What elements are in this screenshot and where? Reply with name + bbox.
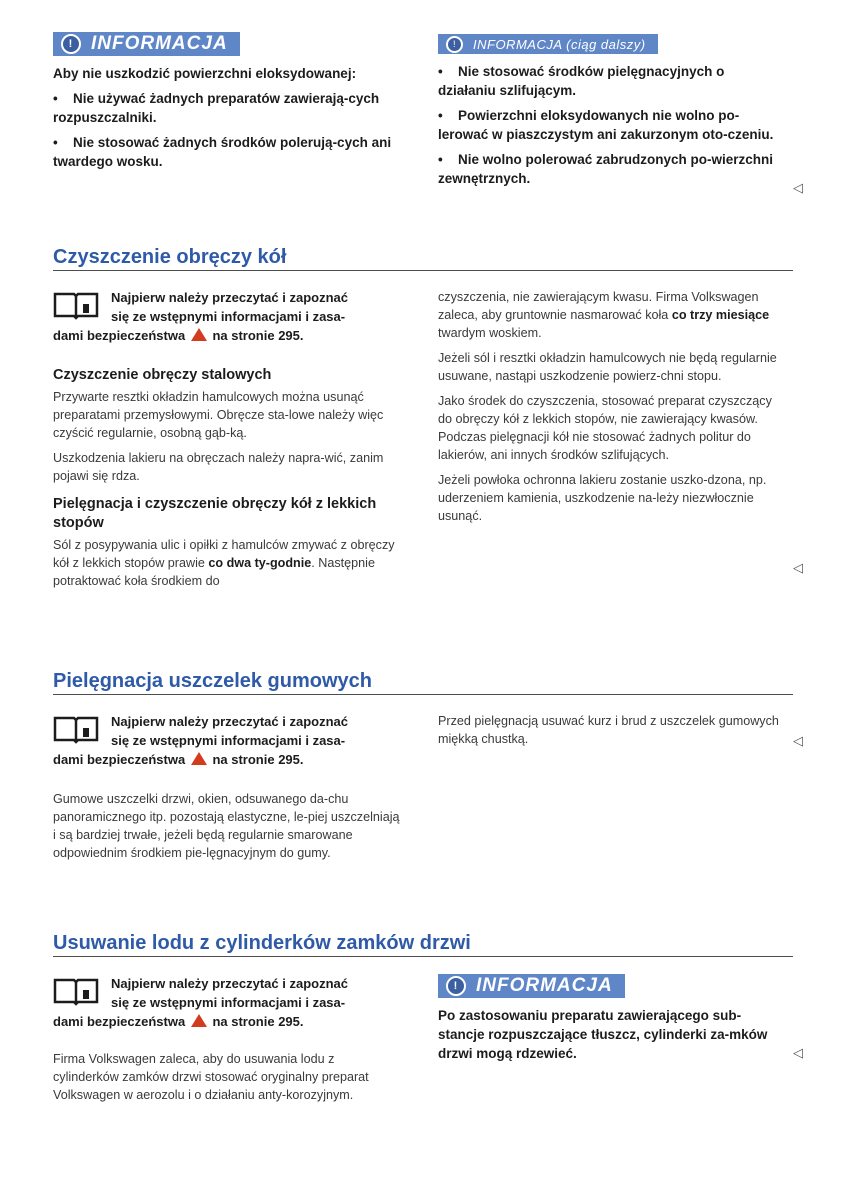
info-badge-label: INFORMACJA (91, 33, 228, 54)
subheading: Pielęgnacja i czyszczenie obręczy kół z lekkich stopów (53, 496, 377, 531)
info-badge (438, 974, 625, 998)
list-item-text: Powierzchni eloksydowanych nie wolno po-lerować w piaszczystym ani zakurzonym oto-czeniu. (438, 108, 774, 142)
read-first-line: dami bezpieczeństwa (53, 752, 186, 767)
info-circle-icon: ! (446, 36, 463, 53)
section-divider (53, 270, 793, 271)
section-title: Czyszczenie obręczy kół (53, 246, 287, 268)
info-badge-label: INFORMACJA (476, 975, 613, 996)
warning-triangle-icon (191, 752, 207, 765)
paragraph: Przywarte resztki okładzin hamulcowych można usunąć preparatami przemysłowymi. Obręcze sta-lowe należy więc czyścić regularnie, osobną gąb-ką. (53, 390, 384, 440)
paragraph: Firma Volkswagen zaleca, aby do usuwania lodu z cylinderków zamków drzwi stosować oryginalny preparat Volkswagen w aerozolu i o działaniu anty-korozyjnym. (53, 1052, 369, 1102)
list-item: • Nie stosować środków pielęgnacyjnych o działaniu szlifującym. (438, 64, 725, 98)
read-first-notice (53, 712, 413, 769)
read-first-line: się ze wstępnymi informacjami i zasa- (111, 309, 346, 324)
info-badge-label: INFORMACJA (ciąg dalszy) (473, 36, 646, 52)
warning-triangle-icon (191, 1014, 207, 1027)
paragraph: Jeżeli powłoka ochronna lakieru zostanie uszko-dzona, np. uderzeniem kamienia, uszkodzenie na-leży niezwłocznie usunąć. (438, 473, 767, 523)
info-badge (53, 32, 240, 56)
list-item-text: Nie stosować żadnych środków polerują-cych ani twardego wosku. (53, 135, 392, 169)
text-run: . Następnie potraktować koła środkiem do (53, 556, 375, 588)
seals-left-column (53, 790, 403, 869)
paragraph: Jako środek do czyszczenia, stosować preparat czyszczący do obręczy kół z lekkich stopów, nie zawierający kwasów. Podczas pielęgnacji kół nie stosować żadnych politur do lakierów, ani innych środków szlifujących. (438, 394, 772, 462)
paragraph (438, 288, 788, 342)
read-first-notice (53, 974, 413, 1031)
end-marker-icon: ◁ (793, 560, 803, 575)
list-item: • Powierzchni eloksydowanych nie wolno po-lerować w piaszczystym ani zakurzonym oto-czeniu. (438, 108, 774, 142)
read-first-line: dami bezpieczeństwa (53, 1014, 186, 1029)
list-item-text: Nie stosować środków pielęgnacyjnych o działaniu szlifującym. (438, 64, 725, 98)
paragraph: Jeżeli sól i resztki okładzin hamulcowych nie będą regularnie usuwane, nastąpi uszkodzenie powierz-chni stopu. (438, 351, 777, 383)
text-run: czyszczenia, nie zawierającym kwasu. Firma Volkswagen zaleca, aby gruntownie nasmarować koła (438, 290, 759, 322)
section-title: Usuwanie lodu z cylinderków zamków drzwi (53, 932, 471, 954)
info-block-continued (438, 56, 783, 188)
locks-left-column (53, 1050, 403, 1111)
end-marker-icon: ◁ (793, 733, 803, 748)
info-badge-continued (438, 34, 658, 54)
section-divider (53, 694, 793, 695)
read-first-line: się ze wstępnymi informacjami i zasa- (111, 995, 346, 1010)
section-divider (53, 956, 793, 957)
end-marker-icon: ◁ (793, 1045, 803, 1060)
read-first-page-ref: na stronie 295. (212, 328, 304, 343)
list-item: • Nie stosować żadnych środków polerują-cych ani twardego wosku. (53, 135, 392, 169)
paragraph (53, 536, 403, 590)
list-item: • Nie używać żadnych preparatów zawierają-cych rozpuszczalniki. (53, 91, 380, 125)
emphasis: co trzy miesiące (671, 308, 770, 322)
info-intro: Aby nie uszkodzić powierzchni eloksydowanej: (53, 66, 357, 81)
info-block-locks (438, 1006, 783, 1063)
end-marker-icon: ◁ (793, 180, 803, 195)
paragraph: Gumowe uszczelki drzwi, okien, odsuwanego da-chu panoramicznego itp. pozostają elastyczne, le-piej uszczelniają i są bardziej trwałe, jeżeli będą regularnie smarowane odpowiednim środkiem pie-lęgnacyjnym do gumy. (53, 792, 400, 860)
warning-triangle-icon (191, 328, 207, 341)
subheading: Czyszczenie obręczy stalowych (53, 367, 272, 383)
read-first-line: dami bezpieczeństwa (53, 328, 186, 343)
list-item: • Nie wolno polerować zabrudzonych po-wierzchni zewnętrznych. (438, 152, 774, 186)
text-run: Sól z posypywania ulic i opiłki z hamulców zmywać z obręczy kół z lekkich stopów prawie (53, 538, 395, 570)
read-first-page-ref: na stronie 295. (212, 1014, 304, 1029)
read-first-line: Najpierw należy przeczytać i zapoznać (111, 714, 348, 729)
info-circle-icon: ! (61, 34, 81, 54)
info-circle-icon: ! (446, 976, 466, 996)
list-item-text: Nie używać żadnych preparatów zawierają-cych rozpuszczalniki. (53, 91, 380, 125)
seals-right-column (438, 712, 788, 755)
read-first-line: się ze wstępnymi informacjami i zasa- (111, 733, 346, 748)
text-run: twardym woskiem. (438, 326, 542, 340)
wheels-left-column (53, 366, 403, 597)
read-first-line: Najpierw należy przeczytać i zapoznać (111, 976, 348, 991)
section-title: Pielęgnacja uszczelek gumowych (53, 670, 373, 692)
read-first-notice (53, 288, 413, 345)
read-first-line: Najpierw należy przeczytać i zapoznać (111, 290, 348, 305)
info-block-anodized (53, 64, 413, 171)
info-text: Po zastosowaniu preparatu zawierającego sub-stancje rozpuszczające tłuszcz, cylinderki za-mków drzwi mogą rdzewieć. (438, 1008, 768, 1061)
list-item-text: Nie wolno polerować zabrudzonych po-wierzchni zewnętrznych. (438, 152, 774, 186)
paragraph: Przed pielęgnacją usuwać kurz i brud z uszczelek gumowych miękką chustką. (438, 714, 779, 746)
book-icon (53, 714, 99, 744)
read-first-page-ref: na stronie 295. (212, 752, 304, 767)
paragraph: Uszkodzenia lakieru na obręczach należy napra-wić, zanim pojawi się rdza. (53, 451, 384, 483)
book-icon (53, 290, 99, 320)
book-icon (53, 976, 99, 1006)
wheels-right-column (438, 288, 788, 532)
emphasis: co dwa ty-godnie (208, 556, 312, 570)
